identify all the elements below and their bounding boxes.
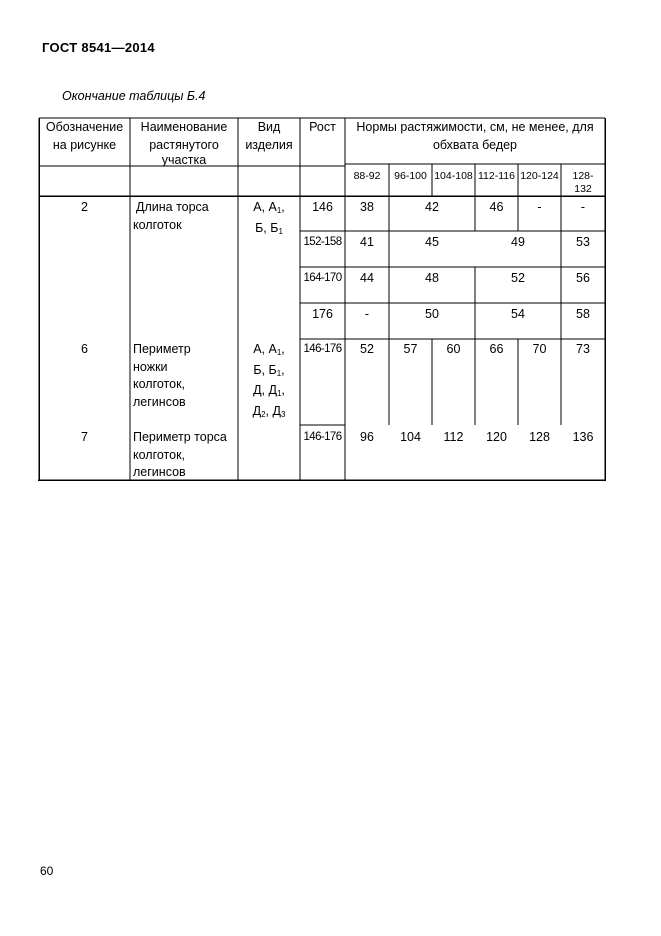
header-area xyxy=(130,119,238,167)
row6-name xyxy=(133,341,191,411)
header-norms-line1: Нормы растяжимости, см, не менее, для xyxy=(356,120,594,134)
row6-name-line3: колготок, xyxy=(133,377,186,391)
header-designation-line1: Обозначение xyxy=(45,120,124,134)
document-header: ГОСТ 8541—2014 xyxy=(42,40,155,55)
header-product xyxy=(238,119,300,154)
hip-range-104-108: 104-108 xyxy=(434,170,473,182)
row2-height-4: 176 xyxy=(312,307,333,321)
header-height: Рост xyxy=(309,120,336,134)
header-norms-line2: обхвата бедер xyxy=(432,137,518,152)
row6-value: 60 xyxy=(446,342,461,356)
row2-product-line2: Б, $Б_1$ xyxy=(255,220,283,236)
row2-height-1: 146 xyxy=(312,200,333,214)
header-norms xyxy=(345,119,605,154)
row7-value: 96 xyxy=(360,430,374,444)
header-product-line2: изделия xyxy=(245,137,293,152)
row6-product-line4: $Д_2$, $Д_3$ xyxy=(252,403,286,419)
row2-2-value: 45 xyxy=(425,235,439,249)
row7-name-line1: Периметр торса xyxy=(133,430,227,444)
hip-range-132-line2: 132 xyxy=(574,183,592,195)
hip-range-128-line1: 128- xyxy=(572,170,594,182)
row6-name-line4: легинсов xyxy=(133,394,186,409)
row2-1-value: 38 xyxy=(360,200,374,214)
hip-range-120-124: 120-124 xyxy=(520,170,559,182)
row7-value: 104 xyxy=(400,430,421,444)
row7-name xyxy=(133,429,227,482)
row2-3-value: 44 xyxy=(360,271,374,285)
table-caption: Окончание таблицы Б.4 xyxy=(62,89,206,103)
row2-4-value: 50 xyxy=(425,307,439,321)
header-product-line1: Вид xyxy=(257,120,281,134)
row7-value: 128 xyxy=(529,430,550,444)
row7-value: 112 xyxy=(443,430,464,444)
row2-2-value: 53 xyxy=(576,235,590,249)
row2-3-value: 56 xyxy=(576,271,590,285)
row6-value: 57 xyxy=(403,342,418,356)
row7-height: 146-176 xyxy=(303,431,342,443)
row6-designation: 6 xyxy=(81,342,88,356)
header-area-line3: участка xyxy=(161,153,207,167)
row7-designation: 7 xyxy=(81,430,88,444)
row6-height: 146-176 xyxy=(303,343,342,355)
row2-product-line1: А, $А_1$, xyxy=(253,200,285,215)
row2-4-value: - xyxy=(364,307,370,321)
row2-name-line1: Длина торса xyxy=(136,200,209,214)
row2-1-value: 42 xyxy=(425,200,439,214)
row7-name-line2: колготок, xyxy=(133,447,186,462)
row2-3-value: 48 xyxy=(425,271,439,285)
row2-designation: 2 xyxy=(81,200,88,214)
hip-range-88-92: 88-92 xyxy=(353,170,381,182)
row7-value: 136 xyxy=(572,430,594,444)
row2-name xyxy=(133,199,209,234)
row6-product-line2: Б, $Б_1$, xyxy=(253,362,285,378)
row6-value: 52 xyxy=(360,342,374,356)
hip-range-128-132 xyxy=(561,170,605,196)
page-number: 60 xyxy=(40,864,54,878)
row2-1-value: - xyxy=(580,200,586,214)
row7-name-line3: легинсов xyxy=(133,465,186,479)
hip-range-96-100: 96-100 xyxy=(394,170,427,182)
header-area-line1: Наименование xyxy=(140,120,228,134)
row2-1-value: 46 xyxy=(489,200,504,214)
row2-height-3: 164-170 xyxy=(303,272,342,284)
row6-name-line2: ножки xyxy=(133,359,168,374)
row2-4-value: 54 xyxy=(511,307,525,321)
hip-range-112-116: 112-116 xyxy=(478,170,515,182)
row2-2-value: 41 xyxy=(360,235,374,249)
row6-value: 66 xyxy=(489,342,504,356)
row2-1-value: - xyxy=(537,200,542,214)
row2-3-value: 52 xyxy=(511,271,525,285)
header-area-line2: растянутого xyxy=(149,137,219,152)
row6-value: 70 xyxy=(532,342,547,356)
row2-4-value: 58 xyxy=(576,307,590,321)
row6-product-line1: А, $А_1$, xyxy=(253,342,285,357)
header-designation xyxy=(39,119,130,154)
row6-product-line3: Д, $Д_1$, xyxy=(253,383,285,398)
header-designation-line2: на рисунке xyxy=(52,137,117,152)
row6-name-line1: Периметр xyxy=(133,342,191,356)
row7-value: 120 xyxy=(486,430,507,444)
row2-name-line2: колготок xyxy=(133,217,182,232)
row6-product xyxy=(238,341,300,423)
row2-2-value: 49 xyxy=(511,235,525,249)
row2-height-2: 152-158 xyxy=(303,236,342,248)
row6-value: 73 xyxy=(576,342,590,356)
row2-product xyxy=(238,199,300,240)
